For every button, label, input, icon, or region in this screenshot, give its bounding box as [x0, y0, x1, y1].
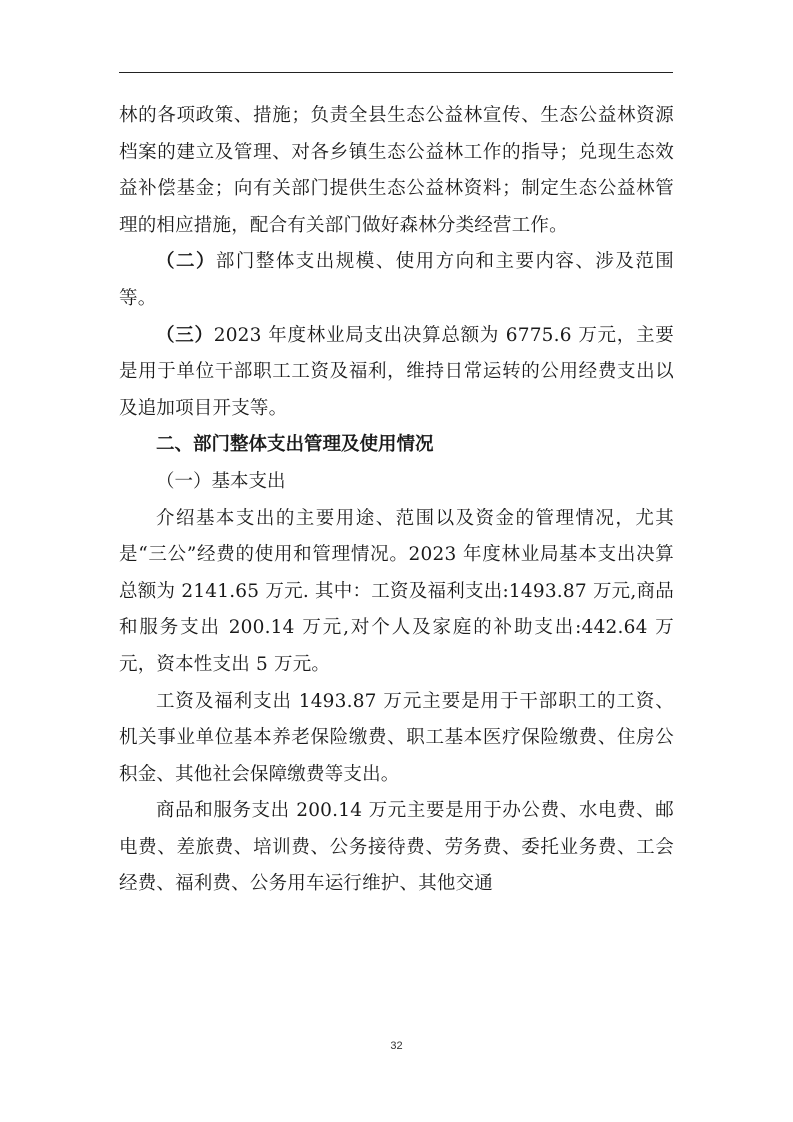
- paragraph-goods-services: [119, 793, 674, 903]
- paragraph-lead: （三）: [156, 324, 214, 346]
- paragraph-text: 部门整体支出规模、使用方向和主要内容、涉及范围等。: [119, 251, 674, 309]
- document-body: [119, 98, 674, 903]
- paragraph-lead: （二）: [156, 251, 216, 273]
- paragraph-total-expenditure: [119, 318, 674, 428]
- subsection-heading: （一）基本支出: [156, 470, 286, 492]
- paragraph-text: 介绍基本支出的主要用途、范围以及资金的管理情况，尤其是“三公”经费的使用和管理情况。2023 年度林业局基本支出决算总额为 2141.65 万元. 其中：工资及福利支出:1493.87 万元,商品和服务支出 200.14 万元,对个人及家庭的补助支出:442.64 万元，资本性支出 5 万元。: [119, 507, 674, 675]
- paragraph-text: 商品和服务支出 200.14 万元主要是用于办公费、水电费、邮电费、差旅费、培训费、公务接待费、劳务费、委托业务费、工会经费、福利费、公务用车运行维护、其他交通: [119, 800, 674, 895]
- paragraph-basic-expenditure: [119, 501, 674, 684]
- paragraph-text: 林的各项政策、措施；负责全县生态公益林宣传、生态公益林资源档案的建立及管理、对各乡镇生态公益林工作的指导；兑现生态效益补偿基金；向有关部门提供生态公益林资料；制定生态公益林管理的相应措施，配合有关部门做好森林分类经营工作。: [119, 105, 674, 236]
- paragraph-overall-expenditure-scope: [119, 244, 674, 317]
- header-rule: [119, 72, 673, 73]
- section-heading: 二、部门整体支出管理及使用情况: [156, 434, 434, 456]
- paragraph-salary-welfare: [119, 684, 674, 794]
- page-number: 32: [390, 1040, 403, 1052]
- paragraph-text: 2023 年度林业局支出决算总额为 6775.6 万元，主要是用于单位干部职工工资及福利，维持日常运转的公用经费支出以及追加项目开支等。: [119, 324, 674, 419]
- paragraph-responsibilities: [119, 98, 674, 244]
- paragraph-text: 工资及福利支出 1493.87 万元主要是用于干部职工的工资、机关事业单位基本养老保险缴费、职工基本医疗保险缴费、住房公积金、其他社会保障缴费等支出。: [119, 690, 674, 785]
